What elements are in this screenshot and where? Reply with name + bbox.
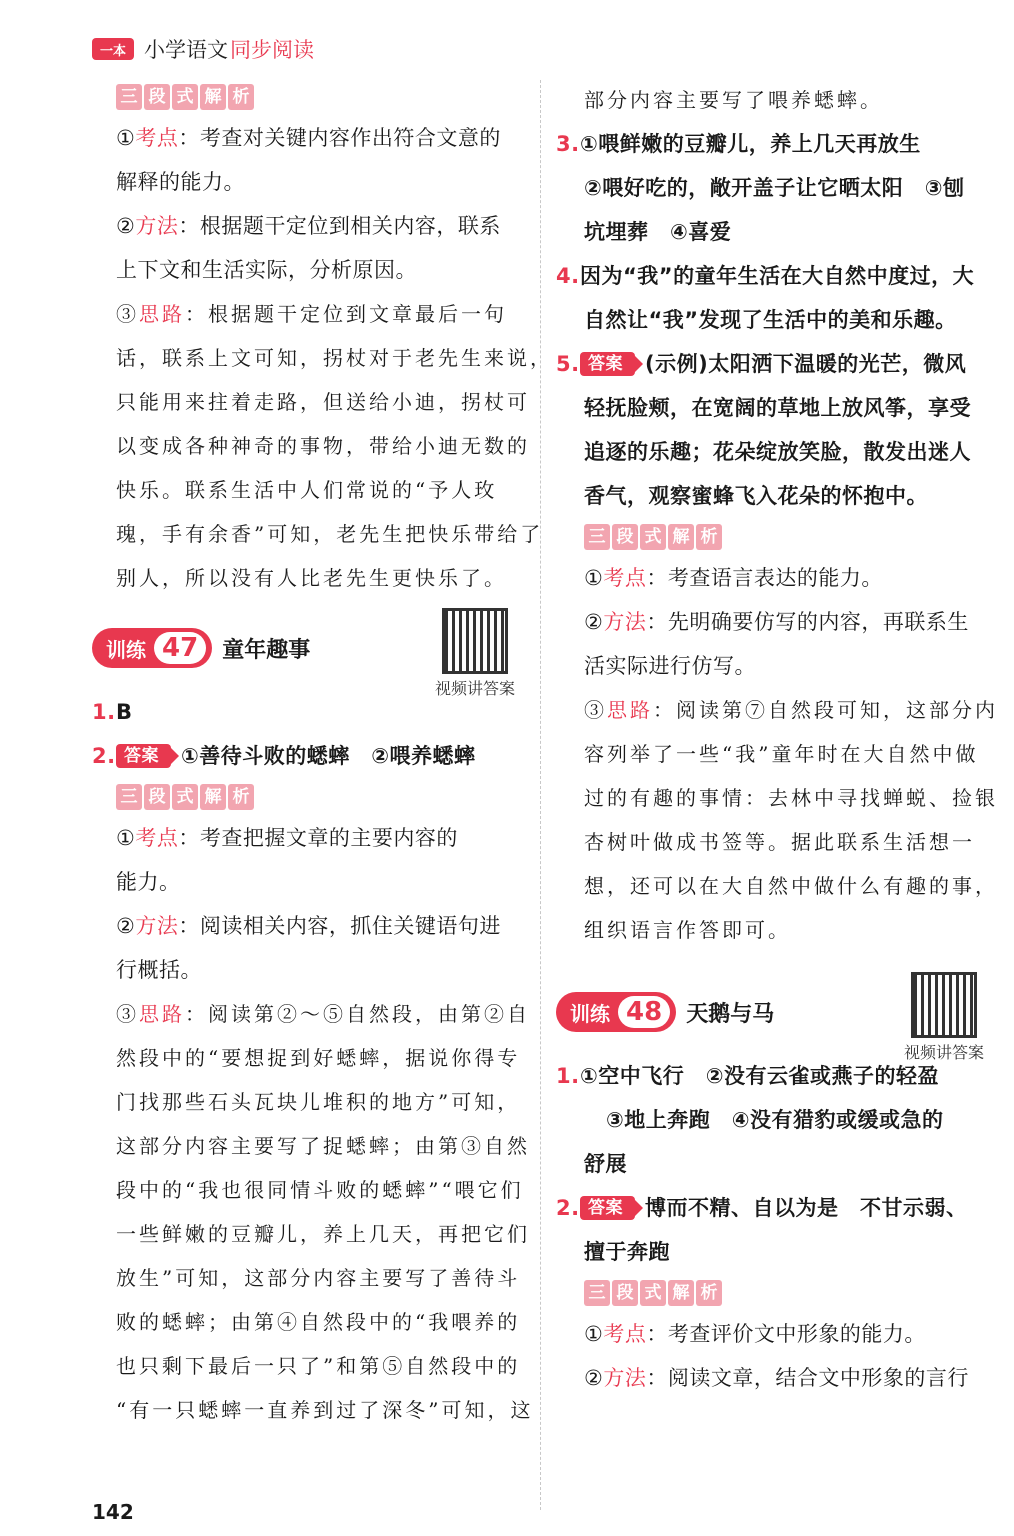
qr-code-icon[interactable]	[442, 608, 508, 674]
badge-char: 析	[696, 1280, 722, 1306]
book-title: 小学语文	[144, 38, 228, 62]
text-line: 过的有趣的事情：去林中寻找蝉蜕、捡银	[584, 786, 998, 810]
answer-tag: 答案	[116, 744, 171, 768]
badge-char: 式	[640, 524, 666, 550]
left-column	[92, 78, 553, 1432]
text-line: 也只剩下最后一只了”和第⑤自然段中的	[116, 1354, 521, 1378]
badge-char: 析	[228, 784, 254, 810]
text-line: 门找那些石头瓦块儿堆积的地方”可知，	[116, 1090, 521, 1114]
badge-char: 解	[200, 84, 226, 110]
badge-char: 析	[696, 524, 722, 550]
text-line: 败的蟋蟀；由第④自然段中的“我喂养的	[116, 1310, 521, 1334]
training-47-header	[92, 618, 527, 698]
text-line: 别人，所以没有人比老先生更快乐了。	[116, 566, 507, 590]
text-line: 段中的“我也很同情斗败的蟋蟀”“喂它们	[116, 1178, 524, 1202]
question-4: 4.因为“我”的童年生活在大自然中度过，大	[556, 264, 975, 288]
silu-line: ③思路：根据题干定位到文章最后一句	[116, 302, 507, 326]
text-line: 杏树叶做成书签等。据此联系生活想一	[584, 830, 975, 854]
right-column	[556, 78, 996, 1400]
badge-char: 解	[200, 784, 226, 810]
question-2: 2. 答案 ①善待斗败的蟋蟀 ②喂养蟋蟀	[92, 744, 476, 768]
fangfa-line: ②方法：根据题干定位到相关内容，联系	[116, 214, 501, 238]
text-line: 自然让“我”发现了生活中的美和乐趣。	[584, 308, 957, 332]
text-line: 想，还可以在大自然中做什么有趣的事，	[584, 874, 998, 898]
badge-char: 三	[584, 1280, 610, 1306]
badge-char: 式	[172, 84, 198, 110]
column-divider	[540, 80, 541, 1510]
training-badge: 训练 48	[556, 992, 676, 1032]
page-number: 142	[92, 1500, 134, 1524]
question-3: 3.①喂鲜嫩的豆瓣儿，养上几天再放生	[556, 132, 921, 156]
text-line: 能力。	[116, 870, 181, 894]
training-title: 童年趣事	[222, 637, 311, 663]
answer-tag: 答案	[580, 1196, 635, 1220]
text-line: 部分内容主要写了喂养蟋蟀。	[584, 88, 883, 112]
text-line: 活实际进行仿写。	[584, 654, 756, 678]
text-line: ③地上奔跑 ④没有猎豹或缓或急的	[606, 1108, 944, 1132]
badge-char: 段	[144, 784, 170, 810]
kaodian-line: ①考点：考查对关键内容作出符合文意的	[116, 126, 501, 150]
kaodian-line: ①考点：考查评价文中形象的能力。	[584, 1322, 926, 1346]
text-line: 只能用来拄着走路，但送给小迪，拐杖可	[116, 390, 530, 414]
silu-line: ③思路：阅读第⑦自然段可知，这部分内	[584, 698, 998, 722]
question-1: 1.B	[92, 700, 133, 724]
qr-code-block[interactable]	[892, 972, 996, 1063]
text-line: 然段中的“要想捉到好蟋蟀，据说你得专	[116, 1046, 521, 1070]
qr-label: 视频讲答案	[903, 1043, 984, 1062]
qr-label: 视频讲答案	[434, 679, 515, 698]
answer-tag: 答案	[580, 352, 635, 376]
badge-char: 式	[640, 1280, 666, 1306]
question-1: 1.①空中飞行 ②没有云雀或燕子的轻盈	[556, 1064, 940, 1088]
text-line: 一些鲜嫩的豆瓣儿，养上几天，再把它们	[116, 1222, 530, 1246]
text-line: 瑰，手有余香”可知，老先生把快乐带给了	[116, 522, 544, 546]
text-line: 舒展	[584, 1152, 627, 1176]
qr-code-icon[interactable]	[911, 972, 977, 1038]
training-48-header	[556, 982, 996, 1062]
training-badge: 训练 47	[92, 628, 212, 668]
sandan-badge	[584, 1280, 724, 1306]
text-line: 上下文和生活实际，分析原因。	[116, 258, 417, 282]
fangfa-line: ②方法：阅读相关内容，抓住关键语句进	[116, 914, 501, 938]
text-line: 行概括。	[116, 958, 202, 982]
text-line: 轻抚脸颊，在宽阔的草地上放风筝，享受	[584, 396, 971, 420]
brand-logo: 一本	[92, 38, 134, 60]
badge-char: 段	[144, 84, 170, 110]
text-line: 擅于奔跑	[584, 1240, 670, 1264]
kaodian-line: ①考点：考查语言表达的能力。	[584, 566, 883, 590]
text-line: 组织语言作答即可。	[584, 918, 791, 942]
text-line: 解释的能力。	[116, 170, 245, 194]
text-line: 话，联系上文可知，拐杖对于老先生来说，	[116, 346, 553, 370]
badge-char: 段	[612, 524, 638, 550]
question-5: 5. 答案 (示例)太阳洒下温暖的光芒，微风	[556, 352, 967, 376]
badge-char: 析	[228, 84, 254, 110]
badge-char: 三	[116, 84, 142, 110]
badge-char: 段	[612, 1280, 638, 1306]
text-line: 追逐的乐趣；花朵绽放笑脸，散发出迷人	[584, 440, 971, 464]
sandan-badge	[584, 524, 724, 550]
training-title: 天鹅与马	[686, 1001, 775, 1027]
badge-char: 三	[584, 524, 610, 550]
book-subtitle: 同步阅读	[230, 38, 314, 62]
text-line: 坑埋葬 ④喜爱	[584, 220, 732, 244]
kaodian-line: ①考点：考查把握文章的主要内容的	[116, 826, 458, 850]
sandan-badge	[116, 784, 256, 810]
text-line: 这部分内容主要写了捉蟋蟀；由第③自然	[116, 1134, 530, 1158]
text-line: 以变成各种神奇的事物，带给小迪无数的	[116, 434, 530, 458]
text-line: ②喂好吃的，敞开盖子让它晒太阳 ③刨	[584, 176, 965, 200]
text-line: 快乐。联系生活中人们常说的“予人玫	[116, 478, 498, 502]
text-line: “有一只蟋蟀一直养到过了深冬”可知，这	[116, 1398, 534, 1422]
sandan-badge	[116, 84, 256, 110]
fangfa-line: ②方法：阅读文章，结合文中形象的言行	[584, 1366, 969, 1390]
fangfa-line: ②方法：先明确要仿写的内容，再联系生	[584, 610, 969, 634]
silu-line: ③思路：阅读第②～⑤自然段，由第②自	[116, 1002, 530, 1026]
page-header	[92, 34, 314, 64]
qr-code-block[interactable]	[423, 608, 527, 699]
badge-char: 解	[668, 524, 694, 550]
badge-char: 解	[668, 1280, 694, 1306]
question-2: 2. 答案 博而不精、自以为是 不甘示弱、	[556, 1196, 968, 1220]
text-line: 香气，观察蜜蜂飞入花朵的怀抱中。	[584, 484, 928, 508]
badge-char: 三	[116, 784, 142, 810]
badge-char: 式	[172, 784, 198, 810]
text-line: 放生”可知，这部分内容主要写了善待斗	[116, 1266, 521, 1290]
text-line: 容列举了一些“我”童年时在大自然中做	[584, 742, 979, 766]
